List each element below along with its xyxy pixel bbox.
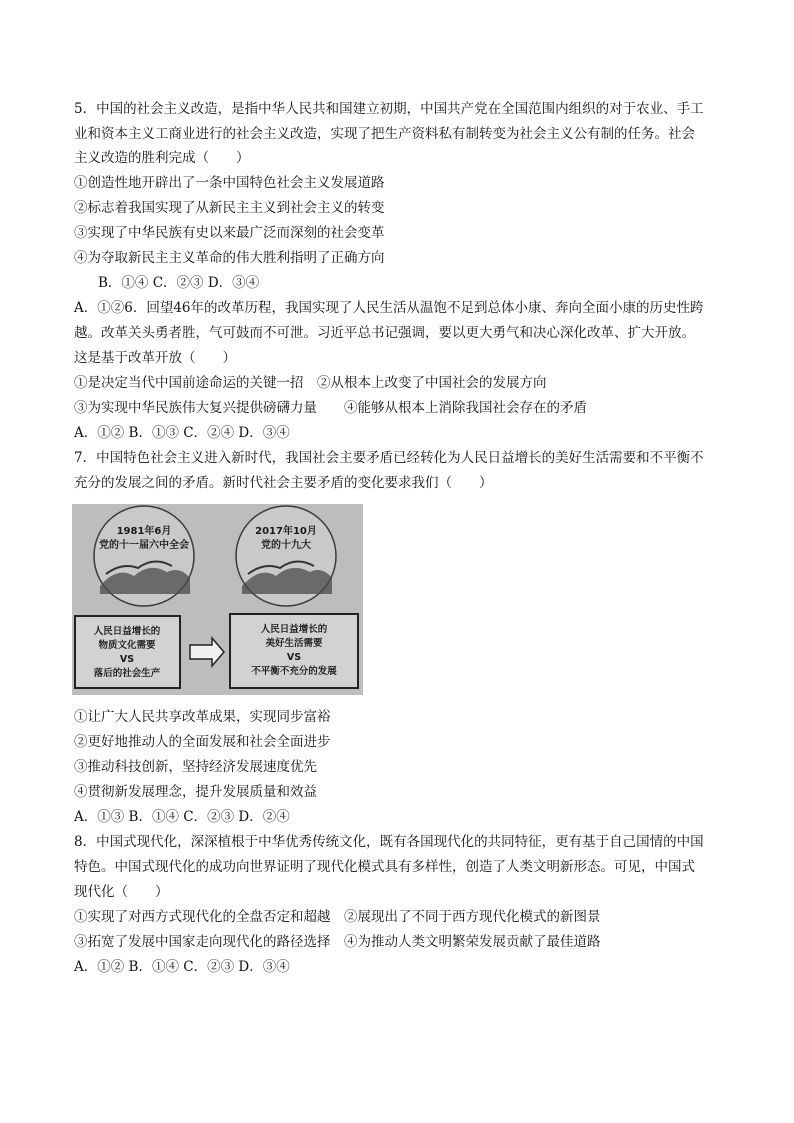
- q8-stem-line-2: 特色。中国式现代化的成功向世界证明了现代化模式具有多样性，创造了人类文明新形态。可见，中国式: [74, 859, 695, 875]
- left-date: 1981年6月: [116, 526, 172, 537]
- q7-option-4: ④贯彻新发展理念，提升发展质量和效益: [74, 784, 317, 800]
- q6-stem-line-1: A．①②6．回望46年的改革历程，我国实现了人民生活从温饱不足到总体小康、奔向全面小康的历史性跨: [74, 300, 704, 316]
- q7-option-3: ③推动科技创新，坚持经济发展速度优先: [74, 759, 317, 775]
- q6-options-3-4: ③为实现中华民族伟大复兴提供磅礴力量 ④能够从根本上消除我国社会存在的矛盾: [74, 400, 587, 416]
- q5-option-1: ①创造性地开辟出了一条中国特色社会主义发展道路: [74, 175, 385, 191]
- q7-option-1: ①让广大人民共享改革成果，实现同步富裕: [74, 709, 331, 725]
- right-date: 2017年10月: [255, 526, 317, 537]
- q5-stem-line-1: 5．中国的社会主义改造，是指中华人民共和国建立初期，中国共产党在全国范围内组织的对于农业、手工: [74, 101, 704, 117]
- q8-stem-line-3: 现代化（ ）: [74, 884, 169, 900]
- q5-option-3: ③实现了中华民族有史以来最广泛而深刻的社会变革: [74, 225, 385, 241]
- q6-stem-line-3: 这是基于改革开放（ ）: [74, 350, 236, 366]
- left-event: 党的十一届六中全会: [99, 540, 189, 551]
- left-box-line-1: 人民日益增长的: [93, 626, 161, 637]
- left-box-line-3: VS: [119, 654, 135, 665]
- q5-choices: B．①④ C．②③ D．③④: [98, 275, 260, 291]
- q6-options-1-2: ①是决定当代中国前途命运的关键一招 ②从根本上改变了中国社会的发展方向: [74, 375, 547, 391]
- q6-stem-line-2: 越。改革关头勇者胜，气可鼓而不可泄。习近平总书记强调，要以更大勇气和决心深化改革、扩大开放。: [74, 325, 695, 341]
- right-box-line-2: 美好生活需要: [265, 638, 323, 649]
- right-box-line-1: 人民日益增长的: [260, 624, 328, 635]
- q5-stem-line-2: 业和资本主义工商业进行的社会主义改造，实现了把生产资料私有制转变为社会主义公有制的任务。社会: [74, 126, 695, 142]
- q6-choices: A．①② B．①③ C．②④ D．③④: [74, 425, 290, 441]
- q7-choices: A．①③ B．①④ C．②③ D．②④: [74, 809, 290, 825]
- q8-stem-line-1: 8．中国式现代化，深深植根于中华优秀传统文化，既有各国现代化的共同特征，更有基于自己国情的中国: [74, 834, 704, 850]
- right-box-line-3: VS: [286, 652, 302, 663]
- q5-stem-line-3: 主义改造的胜利完成（ ）: [74, 150, 250, 166]
- q8-choices: A．①② B．①④ C．②③ D．③④: [74, 959, 290, 975]
- q8-options-3-4: ③拓宽了发展中国家走向现代化的路径选择 ④为推动人类文明繁荣发展贡献了最佳道路: [74, 934, 601, 950]
- right-event: 党的十九大: [261, 540, 311, 551]
- left-box-line-4: 落后的社会生产: [93, 668, 161, 679]
- q7-contradiction-figure: [72, 504, 363, 695]
- q5-option-4: ④为夺取新民主主义革命的伟大胜利指明了正确方向: [74, 250, 385, 266]
- q7-stem-line-1: 7．中国特色社会主义进入新时代，我国社会主要矛盾已经转化为人民日益增长的美好生活需要和不平衡不: [74, 450, 704, 466]
- left-box-line-2: 物质文化需要: [98, 640, 156, 651]
- q7-option-2: ②更好地推动人的全面发展和社会全面进步: [74, 734, 331, 750]
- q5-option-2: ②标志着我国实现了从新民主主义到社会主义的转变: [74, 200, 385, 216]
- q8-options-1-2: ①实现了对西方式现代化的全盘否定和超越 ②展现出了不同于西方现代化模式的新图景: [74, 909, 601, 925]
- q7-stem-line-2: 充分的发展之间的矛盾。新时代社会主要矛盾的变化要求我们（ ）: [74, 475, 493, 491]
- right-box-line-4: 不平衡不充分的发展: [251, 666, 337, 677]
